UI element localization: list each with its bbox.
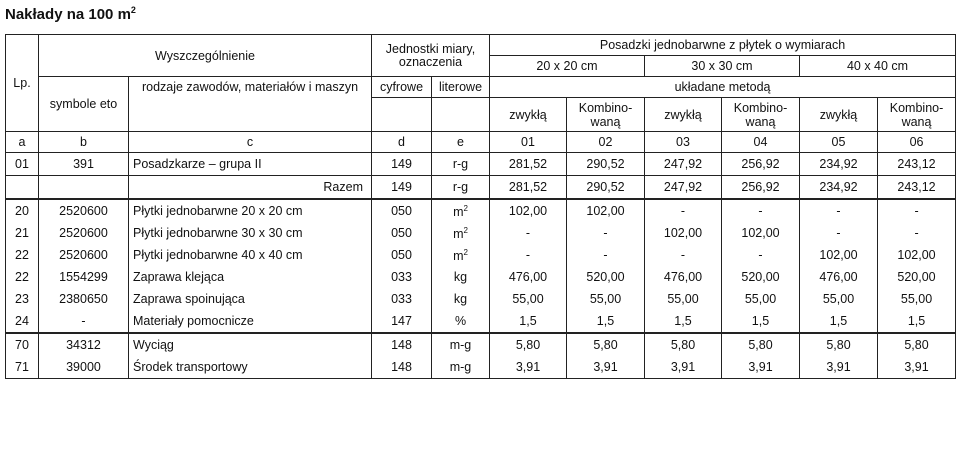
row-value: 102,00 — [722, 222, 800, 244]
table-row — [6, 266, 956, 288]
row-value: 281,52 — [490, 153, 567, 176]
row-value: 55,00 — [722, 288, 800, 310]
col-letter: d — [372, 132, 432, 153]
row-value: - — [800, 199, 878, 222]
row-unit-code: 149 — [372, 153, 432, 176]
col-letter: b — [39, 132, 129, 153]
row-unit-letter-text: m — [453, 227, 464, 242]
table-row — [6, 310, 956, 333]
row-unit-letter-text: m — [453, 205, 464, 220]
row-value: 290,52 — [567, 176, 645, 200]
row-unit-letter — [432, 176, 490, 200]
row-value: 476,00 — [490, 266, 567, 288]
header-cyfrowe: cyfrowe — [372, 77, 432, 98]
header-method-1: zwykłą — [490, 98, 567, 132]
header-size-2: 30 x 30 cm — [645, 56, 800, 77]
table-row — [6, 199, 956, 222]
row-symbol: 39000 — [39, 356, 129, 379]
row-unit-code: 050 — [372, 199, 432, 222]
table-row — [6, 356, 956, 379]
table-row — [6, 244, 956, 266]
header-ukladane: układane metodą — [490, 77, 956, 98]
row-value: 1,5 — [878, 310, 956, 333]
row-name — [129, 222, 372, 244]
row-unit-letter — [432, 288, 490, 310]
row-name-text: Płytki jednobarwne 30 x 30 cm — [133, 226, 303, 240]
row-value: 234,92 — [800, 153, 878, 176]
row-value: - — [722, 199, 800, 222]
row-value: - — [567, 244, 645, 266]
row-value: 102,00 — [878, 244, 956, 266]
row-value: - — [800, 222, 878, 244]
row-unit-letter-text: r-g — [452, 180, 469, 194]
row-unit-letter-text: m-g — [449, 338, 472, 352]
row-symbol: 391 — [39, 153, 129, 176]
row-lp: 23 — [6, 288, 39, 310]
unit-superscript: 2 — [463, 226, 468, 236]
row-value: 1,5 — [567, 310, 645, 333]
row-unit-code: 033 — [372, 266, 432, 288]
row-lp: 24 — [6, 310, 39, 333]
row-value: 5,80 — [878, 333, 956, 356]
header-literowe: literowe — [432, 77, 490, 98]
row-value: 1,5 — [800, 310, 878, 333]
row-name-text: Zaprawa klejąca — [133, 270, 225, 284]
row-value: 256,92 — [722, 176, 800, 200]
row-unit-letter — [432, 310, 490, 333]
row-value: 3,91 — [645, 356, 722, 379]
row-value: 520,00 — [878, 266, 956, 288]
row-value: 3,91 — [878, 356, 956, 379]
table-row — [6, 153, 956, 176]
row-unit-letter-text: kg — [453, 292, 468, 306]
row-value: 281,52 — [490, 176, 567, 200]
row-value: 55,00 — [645, 288, 722, 310]
row-unit-letter — [432, 199, 490, 222]
row-unit-letter — [432, 356, 490, 379]
col-letter: 06 — [878, 132, 956, 153]
header-method-5: zwykłą — [800, 98, 878, 132]
row-value: 102,00 — [567, 199, 645, 222]
row-value: 102,00 — [490, 199, 567, 222]
row-value: 1,5 — [722, 310, 800, 333]
row-value: 476,00 — [800, 266, 878, 288]
unit-superscript: 2 — [463, 248, 468, 258]
row-unit-letter-text: r-g — [452, 157, 469, 171]
row-value: 3,91 — [800, 356, 878, 379]
header-rodzaje: rodzaje zawodów, materiałów i maszyn — [129, 77, 372, 132]
row-lp: 70 — [6, 333, 39, 356]
col-letter: 02 — [567, 132, 645, 153]
row-name — [129, 356, 372, 379]
row-symbol: 34312 — [39, 333, 129, 356]
row-value: - — [645, 199, 722, 222]
row-lp: 22 — [6, 244, 39, 266]
row-value: 102,00 — [645, 222, 722, 244]
col-letter: a — [6, 132, 39, 153]
row-name-text: Razem — [323, 180, 363, 194]
row-value: 247,92 — [645, 176, 722, 200]
row-unit-code: 050 — [372, 244, 432, 266]
row-value: - — [878, 222, 956, 244]
row-value: 476,00 — [645, 266, 722, 288]
row-value: 5,80 — [722, 333, 800, 356]
row-unit-letter-text: m-g — [449, 360, 472, 374]
unit-superscript: 2 — [463, 204, 468, 214]
row-name — [129, 244, 372, 266]
row-value: 3,91 — [722, 356, 800, 379]
header-literowe-blank — [432, 98, 490, 132]
row-unit-letter-text: kg — [453, 270, 468, 284]
header-method-6: Kombino-waną — [878, 98, 956, 132]
row-symbol: 2380650 — [39, 288, 129, 310]
row-value: - — [645, 244, 722, 266]
row-name-text: Płytki jednobarwne 40 x 40 cm — [133, 248, 303, 262]
row-value: - — [878, 199, 956, 222]
row-value: - — [490, 222, 567, 244]
row-name-text: Zaprawa spoinująca — [133, 292, 245, 306]
row-symbol: - — [39, 310, 129, 333]
row-value: 55,00 — [490, 288, 567, 310]
header-method-3: zwykłą — [645, 98, 722, 132]
row-unit-code: 033 — [372, 288, 432, 310]
row-value: - — [490, 244, 567, 266]
header-jednostki: Jednostki miary, oznaczenia — [372, 35, 490, 77]
row-value: 520,00 — [722, 266, 800, 288]
row-name — [129, 199, 372, 222]
row-unit-code: 148 — [372, 356, 432, 379]
row-unit-letter — [432, 266, 490, 288]
row-symbol: 2520600 — [39, 222, 129, 244]
row-name — [129, 333, 372, 356]
row-unit-letter — [432, 333, 490, 356]
page-title: Nakłady na 100 $m^2$ — [5, 5, 136, 23]
header-method-2: Kombino-waną — [567, 98, 645, 132]
row-unit-code: 149 — [372, 176, 432, 200]
row-value: 243,12 — [878, 176, 956, 200]
row-value: 5,80 — [800, 333, 878, 356]
row-value: 5,80 — [567, 333, 645, 356]
row-value: 55,00 — [567, 288, 645, 310]
header-posadzki: Posadzki jednobarwne z płytek o wymiarach — [490, 35, 956, 56]
row-lp: 71 — [6, 356, 39, 379]
row-name-text: Płytki jednobarwne 20 x 20 cm — [133, 204, 303, 218]
header-wyszczegolnienie: Wyszczególnienie — [39, 35, 372, 77]
row-value: 256,92 — [722, 153, 800, 176]
row-name — [129, 153, 372, 176]
row-symbol: 2520600 — [39, 199, 129, 222]
row-symbol: 2520600 — [39, 244, 129, 266]
row-name — [129, 266, 372, 288]
row-name-text: Wyciąg — [133, 338, 174, 352]
row-lp: 01 — [6, 153, 39, 176]
col-letter: 01 — [490, 132, 567, 153]
row-name — [129, 288, 372, 310]
row-value: 3,91 — [490, 356, 567, 379]
table-row — [6, 176, 956, 200]
norms-table — [5, 34, 956, 379]
row-value: 1,5 — [645, 310, 722, 333]
col-letter: 04 — [722, 132, 800, 153]
row-value: 1,5 — [490, 310, 567, 333]
row-name-text: Posadzkarze – grupa II — [133, 157, 262, 171]
table-row — [6, 222, 956, 244]
row-value: - — [722, 244, 800, 266]
row-unit-letter-text: % — [454, 314, 467, 328]
header-method-4: Kombino-waną — [722, 98, 800, 132]
row-lp: 21 — [6, 222, 39, 244]
row-unit-code: 147 — [372, 310, 432, 333]
row-symbol — [39, 176, 129, 200]
row-value: 247,92 — [645, 153, 722, 176]
row-lp: 22 — [6, 266, 39, 288]
row-value: 3,91 — [567, 356, 645, 379]
row-name — [129, 176, 372, 200]
row-unit-letter — [432, 153, 490, 176]
row-value: - — [567, 222, 645, 244]
row-unit-letter-text: m — [453, 249, 464, 264]
row-name — [129, 310, 372, 333]
row-symbol: 1554299 — [39, 266, 129, 288]
row-lp — [6, 176, 39, 200]
header-size-3: 40 x 40 cm — [800, 56, 956, 77]
row-value: 520,00 — [567, 266, 645, 288]
table-row — [6, 288, 956, 310]
col-letter: 05 — [800, 132, 878, 153]
row-unit-code: 148 — [372, 333, 432, 356]
header-cyfrowe-blank — [372, 98, 432, 132]
col-letter: 03 — [645, 132, 722, 153]
row-value: 55,00 — [878, 288, 956, 310]
row-value: 102,00 — [800, 244, 878, 266]
row-name-text: Środek transportowy — [133, 360, 248, 374]
row-lp: 20 — [6, 199, 39, 222]
header-size-1: 20 x 20 cm — [490, 56, 645, 77]
row-unit-letter — [432, 244, 490, 266]
row-unit-code: 050 — [372, 222, 432, 244]
row-value: 234,92 — [800, 176, 878, 200]
row-value: 243,12 — [878, 153, 956, 176]
row-unit-letter — [432, 222, 490, 244]
col-letter: e — [432, 132, 490, 153]
table-row — [6, 333, 956, 356]
col-letter: c — [129, 132, 372, 153]
header-symbole: symbole eto — [39, 77, 129, 132]
row-name-text: Materiały pomocnicze — [133, 314, 254, 328]
row-value: 5,80 — [490, 333, 567, 356]
header-lp: Lp. — [6, 35, 39, 132]
row-value: 5,80 — [645, 333, 722, 356]
row-value: 290,52 — [567, 153, 645, 176]
row-value: 55,00 — [800, 288, 878, 310]
